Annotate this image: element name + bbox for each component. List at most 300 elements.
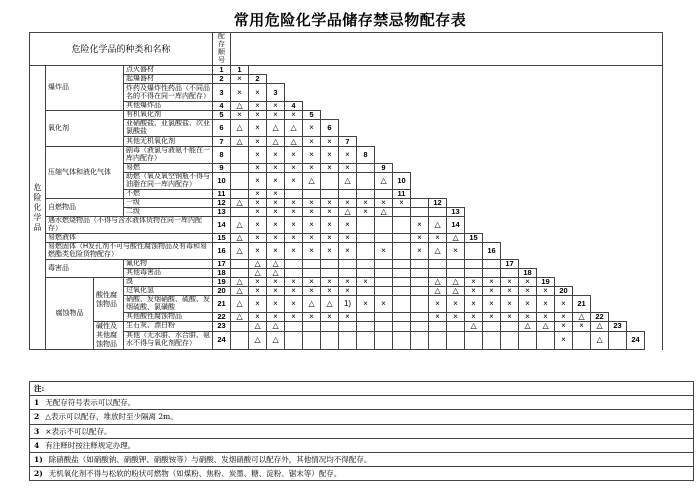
compatibility-cell: [321, 260, 339, 269]
empty-cell: [483, 173, 501, 190]
note-row: [30, 438, 694, 452]
row-name: 不燃: [124, 190, 213, 199]
compatibility-cell: ×: [267, 278, 285, 287]
compatibility-cell: ×: [249, 120, 267, 137]
compatibility-cell: ×: [519, 313, 537, 322]
diagonal-number: 3: [267, 84, 285, 102]
diagonal-number: 23: [609, 322, 627, 332]
table-row: [30, 322, 663, 332]
compatibility-cell: [393, 313, 411, 322]
compatibility-cell: ×: [339, 287, 357, 296]
order-number: 7: [213, 137, 231, 147]
empty-cell: [501, 120, 519, 137]
compatibility-cell: ×: [267, 164, 285, 173]
empty-cell: [321, 111, 339, 120]
compatibility-cell: ×: [285, 147, 303, 164]
table-row: [30, 137, 663, 147]
compatibility-cell: [357, 331, 375, 349]
note-label: 4: [34, 440, 40, 450]
empty-cell: [393, 84, 411, 102]
compatibility-cell: ×: [303, 278, 321, 287]
table-row: [30, 208, 663, 217]
table-row: [30, 199, 663, 208]
order-number: 1: [213, 66, 231, 75]
empty-cell: [447, 199, 465, 208]
compatibility-cell: ×: [267, 313, 285, 322]
empty-cell: [573, 147, 591, 164]
empty-cell: [465, 208, 483, 217]
diagonal-number: 21: [573, 296, 591, 313]
empty-cell: [303, 75, 321, 84]
empty-cell: [393, 102, 411, 111]
compatibility-cell: ×: [357, 199, 375, 208]
compatibility-cell: [285, 331, 303, 349]
empty-cell: [447, 111, 465, 120]
row-name: 一级: [124, 199, 213, 208]
compatibility-cell: [375, 190, 393, 199]
empty-cell: [393, 111, 411, 120]
compatibility-cell: ×: [285, 111, 303, 120]
note-label: 1: [34, 398, 40, 408]
compatibility-cell: [339, 331, 357, 349]
compatibility-cell: ×: [249, 199, 267, 208]
compatibility-cell: △: [249, 331, 267, 349]
empty-cell: [591, 102, 609, 111]
empty-cell: [555, 173, 573, 190]
table-row: [30, 173, 663, 190]
compatibility-cell: [429, 208, 447, 217]
empty-cell: [645, 322, 663, 332]
order-number: 2: [213, 75, 231, 84]
compatibility-table: [29, 32, 663, 350]
compatibility-cell: △: [285, 137, 303, 147]
table-row: [30, 287, 663, 296]
empty-cell: [483, 66, 501, 75]
empty-cell: [285, 66, 303, 75]
empty-cell: [375, 102, 393, 111]
empty-cell: [501, 137, 519, 147]
empty-cell: [609, 217, 627, 234]
compatibility-cell: △: [429, 243, 447, 260]
compatibility-cell: ×: [321, 199, 339, 208]
compatibility-cell: ×: [483, 278, 501, 287]
row-name: 易燃液体: [46, 234, 213, 243]
empty-cell: [303, 84, 321, 102]
row-name: 起爆器材: [124, 75, 213, 84]
compatibility-cell: ×: [555, 322, 573, 332]
empty-cell: [627, 260, 645, 269]
empty-cell: [609, 278, 627, 287]
compatibility-cell: [231, 164, 249, 173]
empty-cell: [429, 190, 447, 199]
empty-cell: [519, 173, 537, 190]
empty-cell: [627, 164, 645, 173]
order-number: 19: [213, 278, 231, 287]
compatibility-cell: [321, 173, 339, 190]
compatibility-cell: ×: [465, 313, 483, 322]
empty-cell: [537, 260, 555, 269]
empty-cell: [555, 217, 573, 234]
compatibility-cell: △: [429, 287, 447, 296]
compatibility-cell: ×: [429, 234, 447, 243]
compatibility-cell: ×: [501, 287, 519, 296]
order-number: 20: [213, 287, 231, 296]
empty-cell: [411, 75, 429, 84]
empty-cell: [321, 66, 339, 75]
empty-cell: [411, 66, 429, 75]
empty-cell: [483, 164, 501, 173]
empty-cell: [267, 75, 285, 84]
empty-cell: [393, 75, 411, 84]
compatibility-cell: ×: [231, 75, 249, 84]
compatibility-cell: ×: [357, 208, 375, 217]
empty-cell: [375, 147, 393, 164]
order-number: 3: [213, 84, 231, 102]
compatibility-cell: [357, 313, 375, 322]
empty-cell: [609, 164, 627, 173]
empty-cell: [627, 190, 645, 199]
empty-cell: [411, 137, 429, 147]
compatibility-cell: [375, 217, 393, 234]
order-number: 15: [213, 234, 231, 243]
empty-cell: [447, 102, 465, 111]
compatibility-cell: △: [231, 313, 249, 322]
empty-cell: [645, 199, 663, 208]
compatibility-cell: ×: [321, 287, 339, 296]
empty-cell: [573, 278, 591, 287]
compatibility-cell: [357, 322, 375, 332]
empty-cell: [627, 147, 645, 164]
empty-cell: [609, 111, 627, 120]
row-name: 亚硝酸盐、亚氯酸盐、次亚氯酸盐: [124, 120, 213, 137]
empty-cell: [519, 164, 537, 173]
compatibility-cell: [339, 190, 357, 199]
diagonal-number: 14: [447, 217, 465, 234]
empty-cell: [447, 120, 465, 137]
empty-cell: [483, 199, 501, 208]
empty-cell: [591, 199, 609, 208]
empty-cell: [447, 84, 465, 102]
empty-cell: [537, 208, 555, 217]
empty-cell: [393, 164, 411, 173]
compatibility-cell: ×: [411, 234, 429, 243]
empty-cell: [627, 75, 645, 84]
compatibility-cell: △: [303, 173, 321, 190]
empty-cell: [555, 84, 573, 102]
row-name: 炸药及爆炸性药品（不同品名的不得在同一库内配存）: [124, 84, 213, 102]
empty-cell: [411, 173, 429, 190]
empty-cell: [645, 164, 663, 173]
empty-cell: [573, 217, 591, 234]
compatibility-cell: ×: [357, 296, 375, 313]
compatibility-cell: ×: [519, 278, 537, 287]
note-label: 2): [34, 469, 43, 479]
empty-cell: [501, 111, 519, 120]
compatibility-cell: △: [447, 287, 465, 296]
compatibility-cell: ×: [411, 243, 429, 260]
compatibility-cell: ×: [375, 296, 393, 313]
empty-cell: [645, 84, 663, 102]
diagonal-number: 10: [393, 173, 411, 190]
compatibility-cell: ×: [303, 208, 321, 217]
empty-cell: [537, 269, 555, 278]
empty-cell: [609, 84, 627, 102]
empty-cell: [519, 75, 537, 84]
empty-cell: [465, 120, 483, 137]
table-row: [30, 111, 663, 120]
diagonal-number: 19: [537, 278, 555, 287]
empty-cell: [591, 111, 609, 120]
compatibility-cell: [465, 331, 483, 349]
empty-cell: [645, 296, 663, 313]
order-number: 22: [213, 313, 231, 322]
empty-cell: [591, 234, 609, 243]
compatibility-cell: [339, 269, 357, 278]
empty-cell: [645, 66, 663, 75]
compatibility-cell: [357, 234, 375, 243]
diagonal-number: 2: [249, 75, 267, 84]
compatibility-cell: ×: [429, 296, 447, 313]
compatibility-cell: △: [573, 313, 591, 322]
compatibility-cell: ×: [285, 208, 303, 217]
compatibility-cell: ×: [447, 296, 465, 313]
empty-cell: [339, 84, 357, 102]
compatibility-cell: [483, 322, 501, 332]
compatibility-cell: [465, 269, 483, 278]
compatibility-cell: ×: [339, 164, 357, 173]
compatibility-cell: [537, 331, 555, 349]
compatibility-cell: △: [537, 322, 555, 332]
empty-cell: [645, 147, 663, 164]
table-row: [30, 66, 663, 75]
notes-heading: [30, 382, 694, 396]
empty-cell: [537, 66, 555, 75]
empty-cell: [645, 137, 663, 147]
compatibility-cell: [429, 260, 447, 269]
compatibility-cell: △: [591, 331, 609, 349]
empty-cell: [465, 147, 483, 164]
note-label: 3: [34, 426, 40, 436]
empty-cell: [627, 243, 645, 260]
compatibility-cell: ×: [249, 243, 267, 260]
row-name: 剧毒（液氯与液氨不能在一库内配存）: [124, 147, 213, 164]
compatibility-cell: ×: [285, 296, 303, 313]
compatibility-cell: △: [231, 243, 249, 260]
compatibility-cell: ×: [321, 164, 339, 173]
compatibility-cell: ×: [285, 234, 303, 243]
compatibility-cell: ×: [285, 243, 303, 260]
compatibility-cell: ×: [573, 322, 591, 332]
compatibility-cell: ×: [249, 111, 267, 120]
row-name: 过氧化氢: [124, 287, 213, 296]
order-number: 18: [213, 269, 231, 278]
compatibility-cell: ×: [519, 296, 537, 313]
compatibility-cell: ×: [339, 147, 357, 164]
empty-cell: [645, 313, 663, 322]
note-text: 除硝酸盐（如硝酸钠、硝酸钾、硝酸铵等）与硝酸、发烟硝酸可以配存外，其他情况均不得配存。: [48, 455, 372, 465]
compatibility-cell: ×: [537, 287, 555, 296]
empty-cell: [645, 208, 663, 217]
empty-cell: [537, 137, 555, 147]
order-number: 12: [213, 199, 231, 208]
compatibility-cell: ×: [483, 313, 501, 322]
empty-cell: [519, 84, 537, 102]
compatibility-cell: [303, 322, 321, 332]
empty-cell: [645, 102, 663, 111]
empty-cell: [573, 120, 591, 137]
empty-cell: [537, 75, 555, 84]
empty-cell: [465, 66, 483, 75]
empty-cell: [645, 217, 663, 234]
compatibility-cell: ×: [267, 208, 285, 217]
compatibility-cell: [285, 269, 303, 278]
diagonal-number: 4: [285, 102, 303, 111]
empty-cell: [501, 66, 519, 75]
empty-cell: [555, 269, 573, 278]
empty-cell: [501, 190, 519, 199]
compatibility-cell: ×: [267, 287, 285, 296]
compatibility-cell: ×: [267, 217, 285, 234]
diagonal-number: 18: [519, 269, 537, 278]
empty-cell: [573, 111, 591, 120]
empty-cell: [537, 84, 555, 102]
empty-cell: [393, 120, 411, 137]
compatibility-cell: ×: [339, 199, 357, 208]
empty-cell: [555, 164, 573, 173]
compatibility-cell: △: [231, 217, 249, 234]
compatibility-cell: [357, 217, 375, 234]
empty-cell: [609, 102, 627, 111]
empty-cell: [411, 147, 429, 164]
compatibility-cell: △: [249, 260, 267, 269]
empty-cell: [609, 137, 627, 147]
compatibility-cell: [375, 278, 393, 287]
row-name: 其他爆炸品: [124, 102, 213, 111]
empty-cell: [609, 313, 627, 322]
row-name: 遇水燃烧物品（不得与含水液体货物在同一库内配存）: [46, 217, 213, 234]
table-row: [30, 217, 663, 234]
empty-cell: [645, 173, 663, 190]
compatibility-cell: ×: [321, 137, 339, 147]
compatibility-cell: [375, 287, 393, 296]
empty-cell: [411, 111, 429, 120]
order-number: 14: [213, 217, 231, 234]
row-name: 其他无机氧化剂: [124, 137, 213, 147]
empty-cell: [429, 120, 447, 137]
empty-cell: [501, 234, 519, 243]
compatibility-cell: ×: [321, 234, 339, 243]
empty-cell: [501, 199, 519, 208]
compatibility-cell: [375, 313, 393, 322]
compatibility-cell: △: [429, 217, 447, 234]
empty-cell: [519, 260, 537, 269]
note-text: △表示可以配存，堆放时至少隔离 2m。: [45, 412, 178, 422]
empty-cell: [267, 66, 285, 75]
empty-cell: [483, 120, 501, 137]
empty-cell: [447, 66, 465, 75]
compatibility-cell: ×: [537, 313, 555, 322]
table-row: [30, 234, 663, 243]
empty-cell: [465, 84, 483, 102]
compatibility-cell: [573, 331, 591, 349]
category-label: 自燃物品: [46, 199, 124, 217]
compatibility-cell: △: [339, 173, 357, 190]
empty-cell: [555, 260, 573, 269]
empty-cell: [519, 243, 537, 260]
compatibility-cell: [321, 322, 339, 332]
empty-cell: [483, 217, 501, 234]
empty-cell: [483, 147, 501, 164]
empty-cell: [573, 137, 591, 147]
compatibility-cell: △: [375, 208, 393, 217]
compatibility-cell: [411, 296, 429, 313]
order-number: 6: [213, 120, 231, 137]
empty-cell: [537, 111, 555, 120]
empty-cell: [627, 84, 645, 102]
compatibility-cell: △: [231, 296, 249, 313]
table-row: [30, 147, 663, 164]
empty-cell: [555, 75, 573, 84]
order-number: 24: [213, 331, 231, 349]
empty-cell: [411, 164, 429, 173]
order-number: 11: [213, 190, 231, 199]
empty-cell: [537, 199, 555, 208]
compatibility-cell: △: [231, 199, 249, 208]
compatibility-cell: [357, 164, 375, 173]
compatibility-cell: ×: [249, 296, 267, 313]
empty-cell: [465, 164, 483, 173]
compatibility-cell: [465, 260, 483, 269]
empty-cell: [627, 137, 645, 147]
empty-cell: [591, 208, 609, 217]
compatibility-cell: [285, 322, 303, 332]
table-row: [30, 278, 663, 287]
compatibility-cell: [411, 313, 429, 322]
empty-cell: [483, 190, 501, 199]
compatibility-cell: [393, 260, 411, 269]
compatibility-cell: ×: [411, 217, 429, 234]
empty-cell: [609, 208, 627, 217]
compatibility-cell: ×: [303, 199, 321, 208]
compatibility-cell: ×: [303, 313, 321, 322]
empty-cell: [573, 287, 591, 296]
empty-cell: [627, 269, 645, 278]
compatibility-cell: △: [447, 278, 465, 287]
compatibility-cell: [447, 331, 465, 349]
compatibility-cell: ×: [267, 147, 285, 164]
compatibility-cell: [231, 147, 249, 164]
empty-cell: [501, 147, 519, 164]
compatibility-cell: △: [231, 120, 249, 137]
compatibility-cell: ×: [285, 164, 303, 173]
name-column-header: 危险化学品的种类和名称: [30, 33, 213, 66]
empty-cell: [555, 278, 573, 287]
compatibility-cell: [375, 331, 393, 349]
empty-cell: [609, 75, 627, 84]
table-row: [30, 190, 663, 199]
diagonal-number: 6: [321, 120, 339, 137]
compatibility-cell: [231, 173, 249, 190]
category-label: 氧化剂: [46, 111, 124, 147]
compatibility-cell: ×: [249, 190, 267, 199]
empty-cell: [609, 66, 627, 75]
empty-cell: [573, 234, 591, 243]
compatibility-cell: ×: [267, 234, 285, 243]
empty-cell: [447, 75, 465, 84]
empty-cell: [465, 111, 483, 120]
empty-cell: [519, 120, 537, 137]
compatibility-cell: [231, 269, 249, 278]
